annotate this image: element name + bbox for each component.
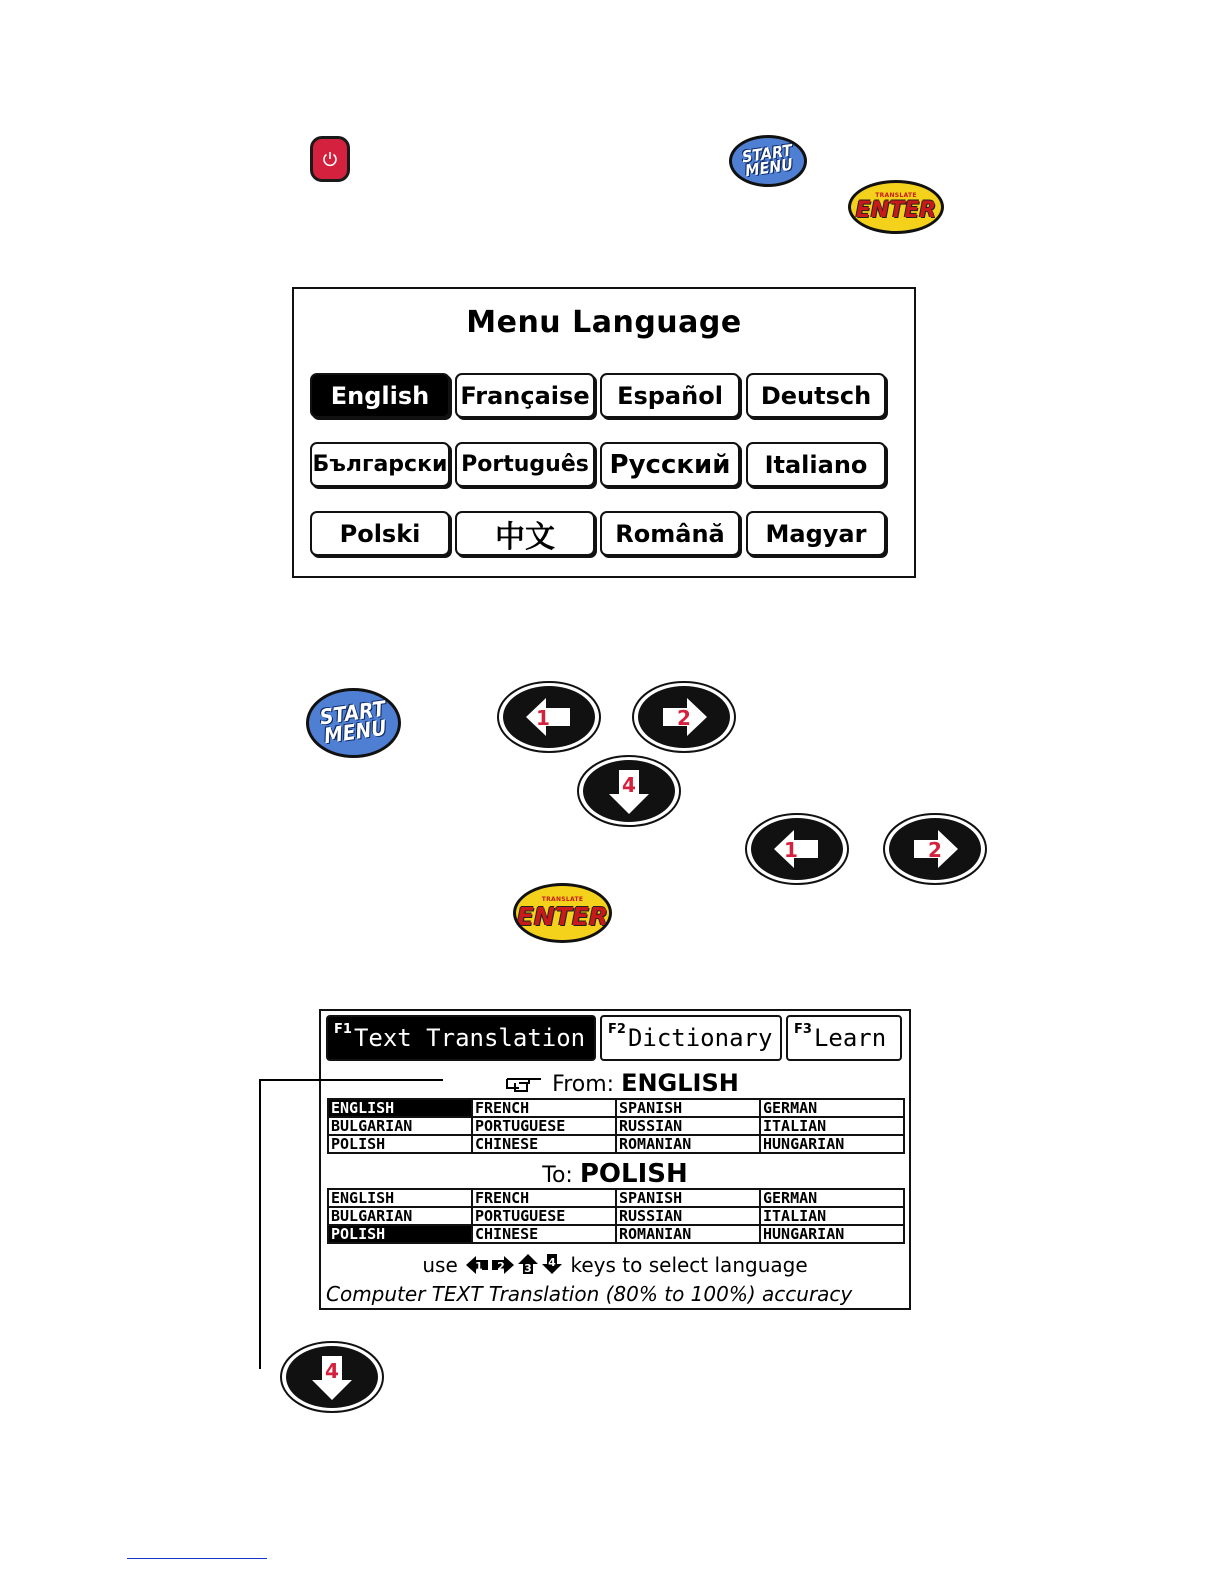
language-option-chinese[interactable]: 中文 bbox=[455, 511, 595, 556]
text-translation-screen bbox=[319, 1009, 911, 1310]
from-option[interactable]: ENGLISH bbox=[328, 1099, 472, 1117]
to-language-grid bbox=[327, 1188, 905, 1244]
tab-text-translation[interactable]: $^{F1}$ Text Translation bbox=[326, 1015, 596, 1061]
power-key[interactable] bbox=[310, 136, 350, 182]
from-option[interactable]: SPANISH bbox=[616, 1099, 760, 1117]
to-option[interactable]: SPANISH bbox=[616, 1189, 760, 1207]
to-option[interactable]: FRENCH bbox=[472, 1189, 616, 1207]
from-option[interactable]: ROMANIAN bbox=[616, 1135, 760, 1153]
tab-learn[interactable]: $^{F3}$ Learn bbox=[786, 1015, 902, 1061]
to-option[interactable]: ITALIAN bbox=[760, 1207, 904, 1225]
from-option[interactable]: BULGARIAN bbox=[328, 1117, 472, 1135]
svg-text:1: 1 bbox=[784, 838, 798, 862]
mini-left-arrow-icon bbox=[465, 1255, 489, 1275]
language-option-english[interactable]: English bbox=[310, 373, 450, 418]
language-option-deutsch[interactable]: Deutsch bbox=[746, 373, 886, 418]
svg-text:4: 4 bbox=[548, 1256, 556, 1269]
mini-up-arrow-icon bbox=[517, 1253, 539, 1275]
down-arrow-number: 4 bbox=[622, 773, 636, 797]
key-hint: use 1 2 3 4 keys to select language bbox=[422, 1253, 808, 1277]
to-option[interactable]: GERMAN bbox=[760, 1189, 904, 1207]
table-row bbox=[328, 1117, 904, 1135]
down-arrow-key-2[interactable] bbox=[279, 1340, 385, 1414]
mini-down-arrow-icon bbox=[541, 1253, 563, 1275]
to-language-value: POLISH bbox=[579, 1159, 688, 1189]
from-option[interactable]: POLISH bbox=[328, 1135, 472, 1153]
translate-enter-key-2[interactable]: TRANSLATE ENTER bbox=[513, 883, 612, 943]
language-option-portugues[interactable]: Português bbox=[455, 442, 595, 487]
from-option[interactable]: RUSSIAN bbox=[616, 1117, 760, 1135]
from-language-value: ENGLISH bbox=[621, 1069, 739, 1097]
to-option[interactable]: RUSSIAN bbox=[616, 1207, 760, 1225]
left-arrow-number: 1 bbox=[536, 706, 550, 730]
right-arrow-number: 2 bbox=[677, 706, 691, 730]
menu-language-screen bbox=[292, 287, 916, 578]
to-option[interactable]: POLISH bbox=[328, 1225, 472, 1243]
from-header: From: ENGLISH bbox=[321, 1069, 909, 1097]
right-arrow-key[interactable] bbox=[631, 680, 737, 754]
from-option[interactable]: PORTUGUESE bbox=[472, 1117, 616, 1135]
to-option[interactable]: ROMANIAN bbox=[616, 1225, 760, 1243]
to-option[interactable]: ENGLISH bbox=[328, 1189, 472, 1207]
left-arrow-key-2[interactable] bbox=[744, 812, 850, 886]
language-option-magyar[interactable]: Magyar bbox=[746, 511, 886, 556]
svg-text:1: 1 bbox=[475, 1260, 483, 1273]
svg-text:2: 2 bbox=[928, 838, 942, 862]
svg-text:4: 4 bbox=[325, 1359, 339, 1383]
language-option-francaise[interactable]: Française bbox=[455, 373, 595, 418]
table-row bbox=[328, 1207, 904, 1225]
to-option[interactable]: PORTUGUESE bbox=[472, 1207, 616, 1225]
table-row bbox=[328, 1099, 904, 1117]
from-option[interactable]: ITALIAN bbox=[760, 1117, 904, 1135]
svg-text:3: 3 bbox=[524, 1262, 532, 1275]
language-option-russian[interactable]: Русский bbox=[600, 442, 740, 487]
mini-right-arrow-icon bbox=[491, 1255, 515, 1275]
translate-enter-key[interactable]: TRANSLATE ENTER bbox=[848, 180, 944, 234]
from-option[interactable]: HUNGARIAN bbox=[760, 1135, 904, 1153]
to-option[interactable]: BULGARIAN bbox=[328, 1207, 472, 1225]
left-arrow-key[interactable] bbox=[496, 680, 602, 754]
language-option-bulgarian[interactable]: Български bbox=[310, 442, 450, 487]
from-option[interactable]: FRENCH bbox=[472, 1099, 616, 1117]
accuracy-note: Computer TEXT Translation (80% to 100%) accuracy bbox=[326, 1282, 853, 1306]
language-option-espanol[interactable]: Español bbox=[600, 373, 740, 418]
page-link-underline[interactable] bbox=[127, 1558, 267, 1559]
language-option-polski[interactable]: Polski bbox=[310, 511, 450, 556]
from-option[interactable]: GERMAN bbox=[760, 1099, 904, 1117]
from-language-grid bbox=[327, 1098, 905, 1154]
table-row bbox=[328, 1225, 904, 1243]
svg-text:2: 2 bbox=[497, 1260, 505, 1273]
callout-line-horizontal bbox=[259, 1079, 443, 1081]
language-option-italiano[interactable]: Italiano bbox=[746, 442, 886, 487]
table-row bbox=[328, 1189, 904, 1207]
start-menu-key-2[interactable]: START MENU bbox=[306, 688, 401, 758]
to-header: To: POLISH bbox=[542, 1159, 688, 1189]
pointing-hand-icon bbox=[505, 1073, 545, 1093]
from-option[interactable]: CHINESE bbox=[472, 1135, 616, 1153]
table-row bbox=[328, 1135, 904, 1153]
callout-line-vertical bbox=[259, 1079, 261, 1369]
down-arrow-key[interactable] bbox=[576, 754, 682, 828]
menu-language-title: Menu Language bbox=[466, 305, 742, 340]
power-icon bbox=[321, 150, 339, 168]
language-option-romana[interactable]: Română bbox=[600, 511, 740, 556]
start-menu-key[interactable]: START MENU bbox=[729, 135, 807, 187]
tab-dictionary[interactable]: $^{F2}$ Dictionary bbox=[600, 1015, 782, 1061]
right-arrow-key-2[interactable] bbox=[882, 812, 988, 886]
to-option[interactable]: HUNGARIAN bbox=[760, 1225, 904, 1243]
to-option[interactable]: CHINESE bbox=[472, 1225, 616, 1243]
